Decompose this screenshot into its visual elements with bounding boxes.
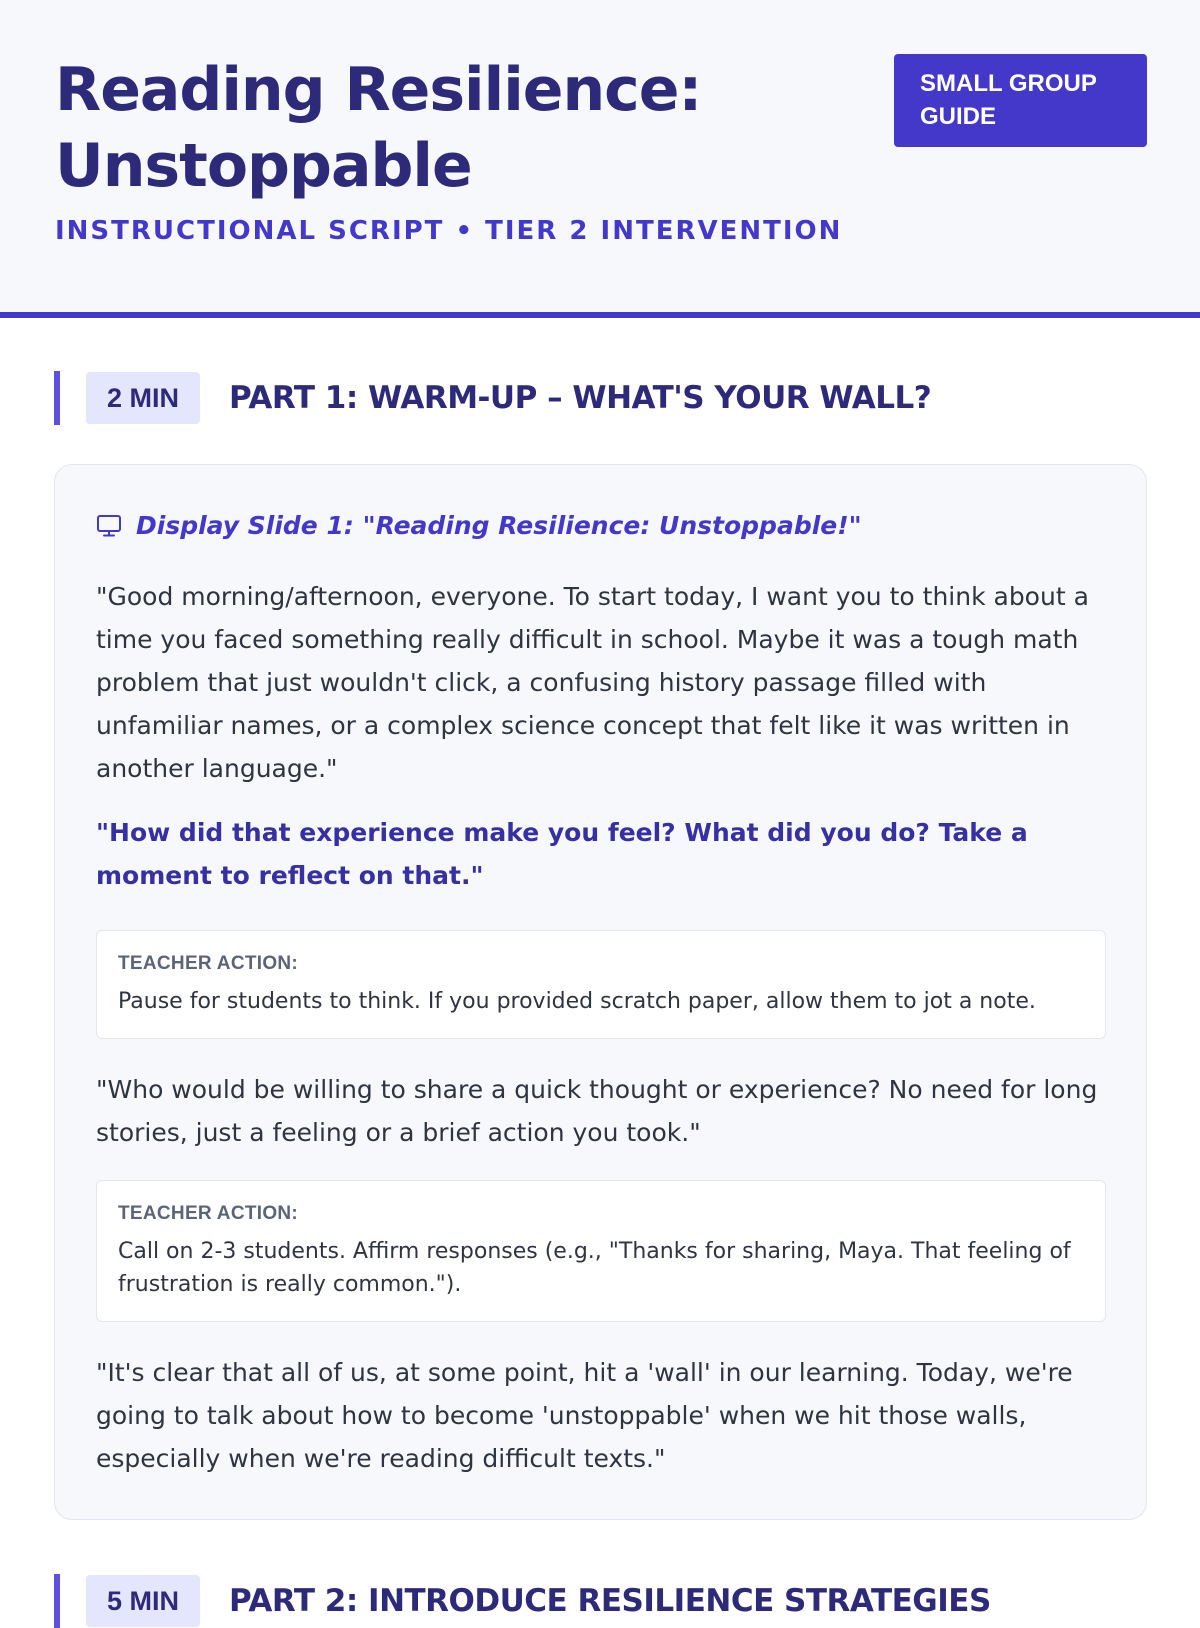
page-header <box>0 0 1200 318</box>
slide-note-text: Display Slide 1: "Reading Resilience: Unstoppable!" <box>136 511 862 540</box>
script-question: "How did that experience make you feel? What did you do? Take a moment to reflect on that." <box>96 818 1028 890</box>
section-title: PART 1: WARM-UP – WHAT'S YOUR WALL? <box>229 380 932 416</box>
script-closing: "It's clear that all of us, at some point, hit a 'wall' in our learning. Today, we're going to talk about how to become 'unstoppable' when we hit those walls, especially when we're reading difficult texts." <box>96 1358 1073 1473</box>
script-share-prompt: "Who would be willing to share a quick thought or experience? No need for long stories, just a feeling or a brief action you took." <box>96 1075 1098 1147</box>
section-header-part2 <box>54 1574 991 1628</box>
monitor-icon <box>96 514 122 538</box>
teacher-action-text: Call on 2-3 students. Affirm responses (e.g., "Thanks for sharing, Maya. That feeling of frustration is really common."). <box>118 1239 1071 1297</box>
page-title: Reading Resilience: Unstoppable <box>55 55 702 201</box>
teacher-action-label: TEACHER ACTION: <box>118 953 299 974</box>
teacher-action-label: TEACHER ACTION: <box>118 1203 299 1224</box>
section-accent-bar <box>54 371 60 425</box>
small-group-guide-badge: SMALL GROUP GUIDE <box>894 54 1147 147</box>
section-title: PART 2: INTRODUCE RESILIENCE STRATEGIES <box>229 1583 991 1619</box>
time-chip: 2 MIN <box>86 372 200 424</box>
slide-instruction <box>96 511 862 540</box>
page-subtitle: INSTRUCTIONAL SCRIPT • TIER 2 INTERVENTION <box>55 216 843 246</box>
script-intro: "Good morning/afternoon, everyone. To start today, I want you to think about a time you faced something really difficult in school. Maybe it was a tough math problem that just wouldn't click, a confusing history passage filled with unfamiliar names, or a complex science concept that felt like it was written in another language." <box>96 582 1089 783</box>
teacher-action-box <box>96 1180 1106 1322</box>
teacher-action-box <box>96 930 1106 1039</box>
section-accent-bar <box>54 1574 60 1628</box>
part1-script-card <box>54 464 1147 1520</box>
teacher-action-text: Pause for students to think. If you provided scratch paper, allow them to jot a note. <box>118 989 1036 1014</box>
time-chip: 5 MIN <box>86 1575 200 1627</box>
section-header-part1 <box>54 371 931 425</box>
